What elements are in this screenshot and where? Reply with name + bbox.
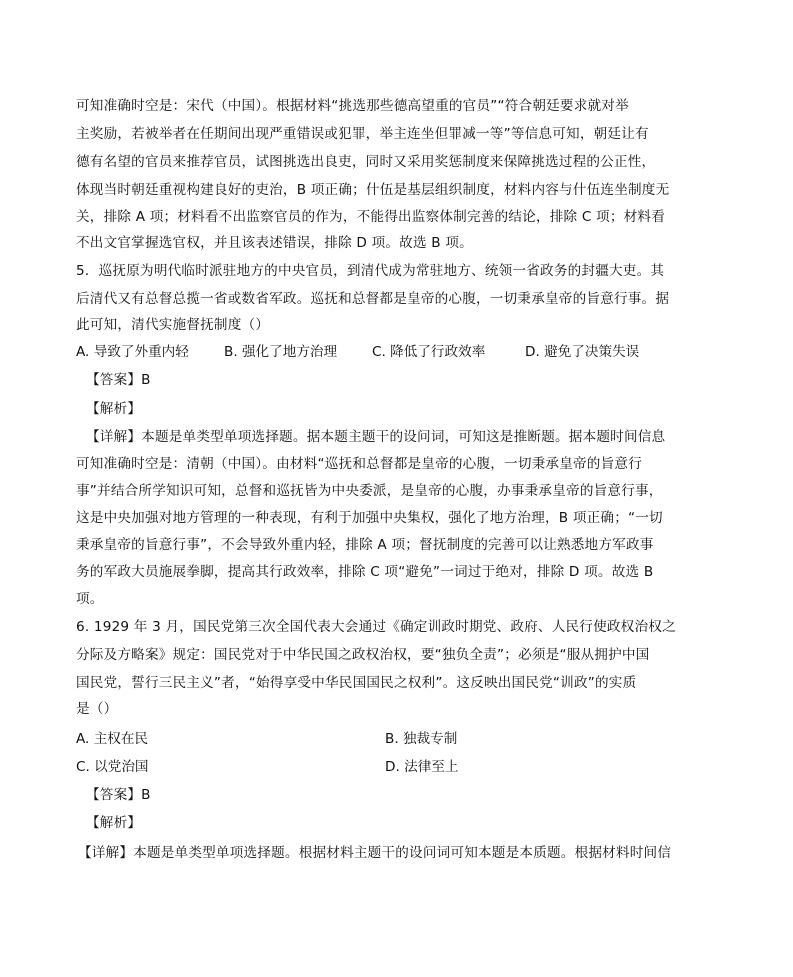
- q5-stem-line: 此可知，清代实施督抚制度（）: [76, 317, 270, 333]
- q5-detail-line: 项。: [76, 591, 104, 607]
- q5-stem-line: 5．巡抚原为明代临时派驻地方的中央官员，到清代成为常驻地方、统领一省政务的封疆大吏。其: [76, 263, 665, 279]
- q5-answer: 【答案】B: [86, 372, 151, 388]
- q5-detail-line: 务的军政大员施展拳脚，提高其行政效率，排除 C 项“避免”一词过于绝对，排除 D 项。故选 B: [76, 564, 654, 580]
- q5-detail-line: 秉承皇帝的旨意行事”，不会导致外重内轻，排除 A 项；督抚制度的完善可以让熟悉地方军政事: [76, 537, 654, 553]
- q5-analysis-label: 【解析】: [86, 401, 142, 417]
- q6-analysis-label: 【解析】: [86, 815, 142, 831]
- q6-option-a: A. 主权在民: [76, 731, 149, 747]
- q5-option-c: C. 降低了行政效率: [372, 344, 486, 360]
- prev-detail-line: 不出文官掌握选官权，并且该表述错误，排除 D 项。故选 B 项。: [76, 235, 473, 251]
- q5-detail-line: 事”并结合所学知识可知，总督和巡抚皆为中央委派，是皇帝的心腹，办事秉承皇帝的旨意行事，: [76, 483, 663, 499]
- prev-detail-line: 体现当时朝廷重视构建良好的吏治，B 项正确；什伍是基层组织制度，材料内容与什伍连坐制度无: [76, 182, 670, 198]
- q5-detail-line: 可知准确时空是：清朝（中国）。由材料“巡抚和总督都是皇帝的心腹，一切秉承皇帝的旨意行: [76, 456, 642, 472]
- q5-stem-line: 后清代又有总督总揽一省或数省军政。巡抚和总督都是皇帝的心腹，一切秉承皇帝的旨意行事。据: [76, 291, 670, 307]
- q6-stem-line: 分际及方略案》规定：国民党对于中华民国之政权治权，要“独负全责”；必须是“服从拥护中国: [76, 647, 650, 663]
- q5-option-b: B. 强化了地方治理: [224, 344, 338, 360]
- q6-answer: 【答案】B: [86, 787, 151, 803]
- q6-stem-line: 是（）: [76, 701, 118, 717]
- prev-detail-line: 可知准确时空是：宋代（中国）。根据材料“挑选那些德高望重的官员”“符合朝廷要求就对举: [76, 98, 629, 114]
- q5-option-d: D. 避免了决策失误: [525, 344, 640, 360]
- q6-stem-line: 6. 1929 年 3 月，国民党第三次全国代表大会通过《确定训政时期党、政府、人民行使政权治权之: [76, 619, 676, 635]
- q6-option-d: D. 法律至上: [385, 759, 459, 775]
- prev-detail-line: 关，排除 A 项；材料看不出监察官员的作为，不能得出监察体制完善的结论，排除 C 项；材料看: [76, 209, 666, 225]
- q6-stem-line: 国民党，誓行三民主义”者，“始得享受中华民国国民之权利”。这反映出国民党“训政”的实质: [76, 675, 637, 691]
- prev-detail-line: 德有名望的官员来推荐官员，试图挑选出良吏，同时又采用奖惩制度来保障挑选过程的公正性，: [76, 154, 656, 170]
- prev-detail-line: 主奖励，若被举者在任期间出现严重错误或犯罪，举主连坐但罪减一等”等信息可知，朝廷让有: [76, 126, 649, 142]
- q5-option-a: A. 导致了外重内轻: [76, 344, 189, 360]
- q6-detail-line: 【详解】本题是单类型单项选择题。根据材料主题干的设问词可知本题是本质题。根据材料时间信: [78, 845, 672, 861]
- q6-option-b: B. 独裁专制: [385, 731, 458, 747]
- q5-detail-line: 这是中央加强对地方管理的一种表现，有利于加强中央集权，强化了地方治理，B 项正确；“一切: [76, 510, 663, 526]
- q5-detail-line: 【详解】本题是单类型单项选择题。据本题主题干的设问词，可知这是推断题。据本题时间信息: [86, 429, 666, 445]
- q6-option-c: C. 以党治国: [76, 759, 149, 775]
